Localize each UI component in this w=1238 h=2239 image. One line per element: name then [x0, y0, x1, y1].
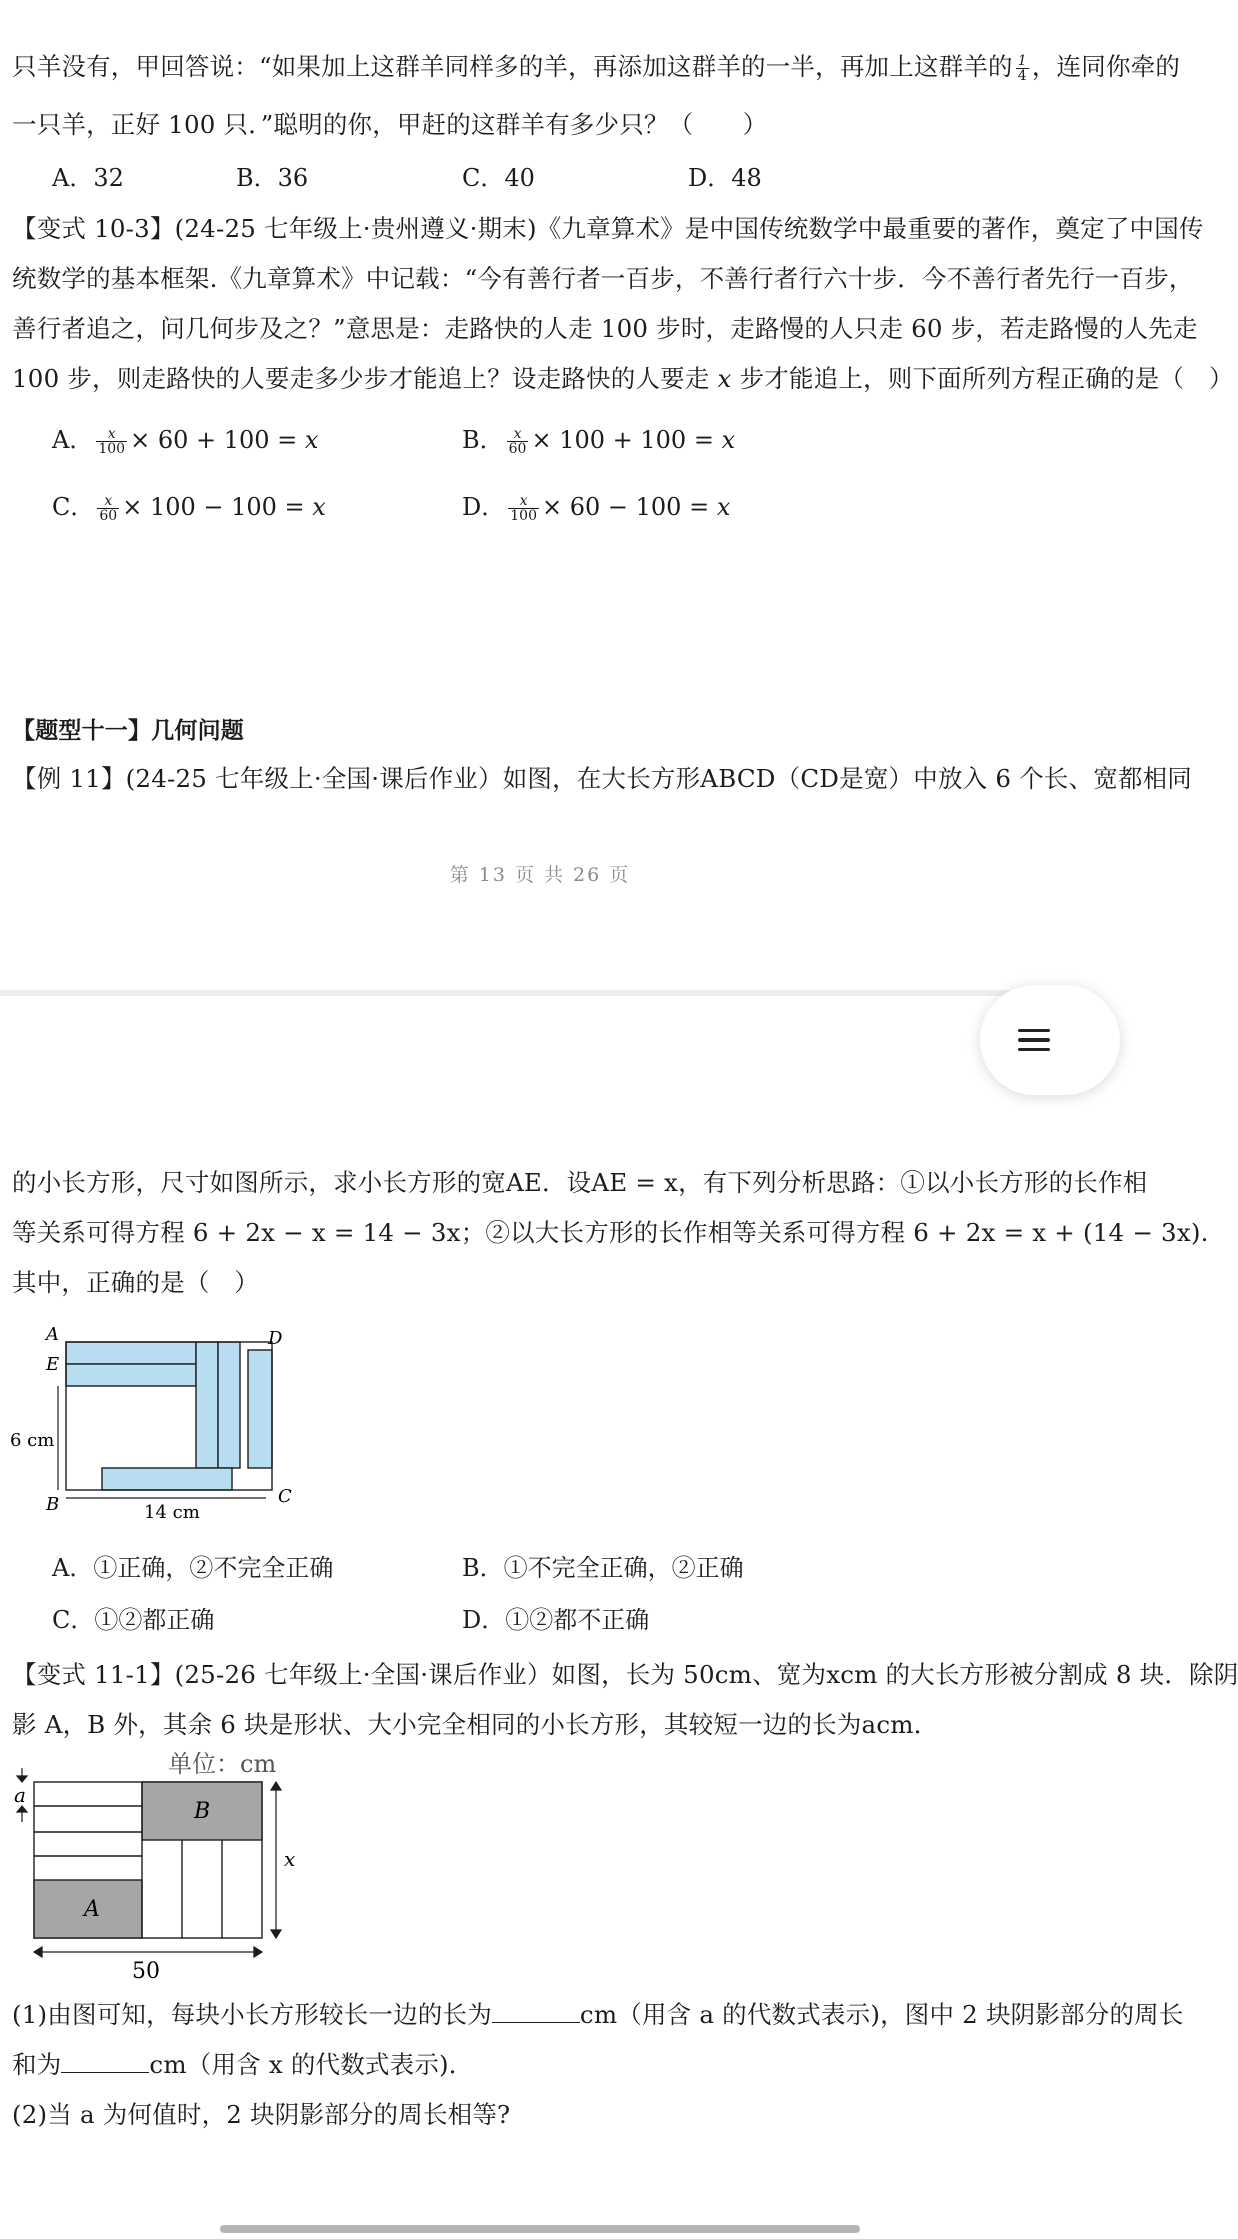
frac-den: 4 — [1017, 68, 1027, 84]
label-50: 50 — [132, 1959, 160, 1984]
text-span: 步才能追上，则下面所列方程正确的是（ ） — [731, 364, 1234, 393]
text-span: 只羊没有，甲回答说：“如果加上这群羊同样多的羊，再添加这群羊的一半，再加上这群羊的 — [12, 52, 1013, 81]
frac-num: x — [104, 493, 113, 509]
label-a: A — [46, 1324, 59, 1345]
ex11-option-d: D．①②都不正确 — [462, 1606, 650, 1634]
frac-den: 100 — [510, 508, 537, 524]
document-page-14 — [0, 996, 1238, 2239]
question-1-line1 — [12, 1996, 1184, 2031]
label-d: D — [268, 1328, 283, 1349]
small-rect-vertical-3 — [248, 1350, 272, 1468]
frac-num: x — [519, 493, 528, 509]
bianshi-11-1-line1: 【变式 11-1】(25-26 七年级上·全国·课后作业）如图，长为 50cm、宽为xcm 的大长方形被分割成 8 块．除阴 — [12, 1660, 1238, 1689]
ex11-option-a: A．①正确，②不完全正确 — [52, 1554, 334, 1582]
question-prev-line2: 一只羊，正好 100 只．”聪明的你，甲赶的这群羊有多少只？（ ） — [12, 110, 768, 139]
question-prev-line1 — [12, 48, 1180, 83]
small-rect-top-1 — [66, 1342, 196, 1364]
example-11-line4: 其中，正确的是（ ） — [12, 1268, 259, 1297]
bianshi-10-3-line4 — [12, 360, 1234, 395]
var-x: x — [716, 493, 731, 521]
frac-den: 60 — [99, 508, 118, 524]
fraction — [97, 494, 119, 523]
page-footer: 第 13 页 共 26 页 — [449, 864, 631, 886]
option-label: A． — [52, 426, 94, 454]
equation-option-b — [462, 420, 735, 456]
bianshi-11-1-line2: 影 A，B 外，其余 6 块是形状、大小完全相同的小长方形，其较短一边的长为acm． — [12, 1710, 939, 1739]
example-11-line1: 【例 11】(24-25 七年级上·全国·课后作业）如图，在大长方形ABCD（CD是宽）中放入 6 个长、宽都相同 — [12, 764, 1193, 793]
figure-divided-rectangle — [8, 1744, 328, 1984]
fraction-one-quarter — [1016, 54, 1029, 83]
option-a: A．32 — [52, 164, 124, 192]
equation-option-c — [52, 487, 326, 523]
text-span: ，连同你牵的 — [1031, 52, 1181, 81]
arrowhead — [254, 1947, 262, 1957]
fill-blank-2[interactable] — [61, 2050, 149, 2073]
var-x: x — [312, 493, 326, 521]
example-11-line3: 等关系可得方程 6 + 2x − x = 14 − 3x；②以大长方形的长作相等关系可得方程 6 + 2x = x + (14 − 3x). — [12, 1218, 1209, 1247]
rectangle-pieces — [34, 1782, 262, 1938]
small-rectangles — [66, 1342, 272, 1490]
equation-rest: × 100 + 100 = — [531, 426, 722, 454]
small-rect-bottom — [102, 1468, 232, 1490]
bianshi-10-3-line3: 善行者追之，问几何步及之？”意思是：走路快的人走 100 步时，走路慢的人只走 60 步，若走路慢的人先走 — [12, 314, 1198, 343]
arrowhead — [271, 1782, 281, 1790]
home-indicator[interactable] — [220, 2225, 860, 2233]
equation-rest: × 60 + 100 = — [130, 426, 305, 454]
option-c: C．40 — [462, 164, 535, 192]
option-label: B． — [462, 426, 504, 454]
arrowhead — [34, 1947, 42, 1957]
label-e: E — [46, 1354, 60, 1375]
var-x: x — [721, 426, 736, 454]
option-label: D． — [462, 493, 506, 521]
frac-den: 60 — [508, 441, 527, 457]
section-title-geometry: 【题型十一】几何问题 — [12, 718, 244, 744]
var-x: x — [304, 426, 319, 454]
label-a-small: a — [14, 1783, 26, 1807]
menu-button[interactable] — [980, 985, 1120, 1095]
text-span: 和为 — [12, 2050, 62, 2079]
equation-rest: × 100 − 100 = — [122, 493, 313, 521]
frac-den: 100 — [98, 441, 126, 457]
label-6cm: 6 cm — [10, 1430, 55, 1451]
label-b: B — [46, 1494, 60, 1515]
label-c: C — [278, 1486, 292, 1507]
unit-label: 单位：cm — [168, 1750, 277, 1778]
option-label: C． — [52, 493, 95, 521]
fraction — [508, 494, 539, 523]
label-x: x — [284, 1847, 296, 1871]
figure-rectangle-abcd — [6, 1326, 306, 1526]
text-span: cm（用含 a 的代数式表示)，图中 2 块阴影部分的周长 — [579, 2000, 1184, 2029]
small-rect-top-2 — [66, 1364, 196, 1386]
small-rect-vertical-1 — [196, 1342, 218, 1468]
text-span: cm（用含 x 的代数式表示)． — [149, 2050, 474, 2079]
small-rect-vertical-2 — [218, 1342, 240, 1468]
frac-num: 1 — [1017, 53, 1027, 69]
frac-num: x — [513, 426, 522, 442]
option-d: D．48 — [688, 164, 762, 192]
bianshi-10-3-line1: 【变式 10-3】(24-25 七年级上·贵州遵义·期末)《九章算术》是中国传统数学中最重要的著作，奠定了中国传 — [12, 214, 1204, 243]
ex11-option-b: B．①不完全正确，②正确 — [462, 1554, 744, 1582]
frac-num: x — [107, 426, 116, 442]
label-14cm: 14 cm — [144, 1502, 200, 1523]
option-b: B．36 — [236, 164, 309, 192]
label-region-b: B — [194, 1799, 211, 1824]
text-span: (1)由图可知，每块小长方形较长一边的长为 — [12, 2000, 492, 2029]
bianshi-10-3-line2: 统数学的基本框架.《九章算术》中记载：“今有善行者一百步，不善行者行六十步．今不善行者先行一百步， — [12, 264, 1194, 293]
text-span: 100 步，则走路快的人要走多少步才能追上？设走路快的人要走 — [12, 364, 718, 393]
arrowhead — [271, 1930, 281, 1938]
fraction — [507, 427, 529, 456]
hamburger-icon — [1018, 1023, 1050, 1058]
arrowhead — [17, 1776, 27, 1782]
fill-blank-1[interactable] — [492, 2000, 580, 2023]
fraction — [96, 427, 127, 456]
label-region-a: A — [84, 1897, 100, 1922]
equation-option-d — [462, 487, 730, 523]
document-page-13 — [0, 0, 1234, 990]
equation-option-a — [52, 420, 318, 456]
ex11-option-c: C．①②都正确 — [52, 1606, 215, 1634]
var-x: x — [717, 364, 732, 393]
equation-rest: × 60 − 100 = — [541, 493, 717, 521]
question-2: (2)当 a 为何值时，2 块阴影部分的周长相等? — [12, 2100, 511, 2129]
question-1-line2 — [12, 2046, 474, 2081]
example-11-line2: 的小长方形，尺寸如图所示，求小长方形的宽AE．设AE = x，有下列分析思路：①以小长方形的长作相 — [12, 1168, 1148, 1197]
